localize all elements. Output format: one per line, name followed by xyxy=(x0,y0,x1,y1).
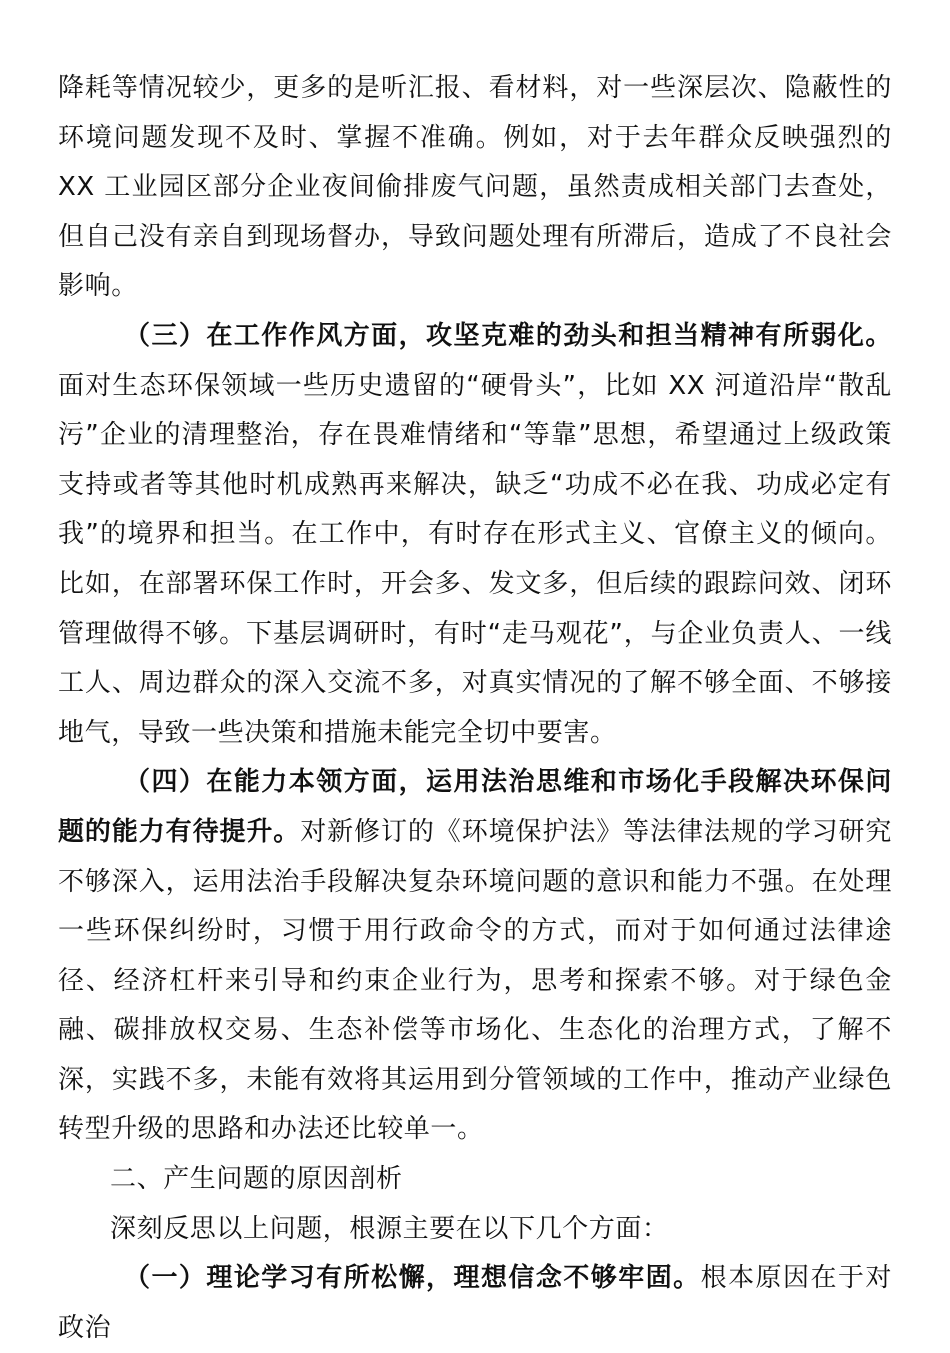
paragraph-text: 深刻反思以上问题，根源主要在以下几个方面： xyxy=(110,1213,669,1244)
paragraph-ability xyxy=(58,758,892,1155)
document-page xyxy=(58,64,892,1353)
paragraph-theory-study xyxy=(58,1254,892,1353)
paragraph-text: 对新修订的《环境保护法》等法律法规的学习研究不够深入，运用法治手段解决复杂环境问题的意识和能力不强。在处理一些环保纠纷时，习惯于用行政命令的方式，而对于如何通过法律途径、经济杠杆来引导和约束企业行为，思考和探索不够。对于绿色金融、碳排放权交易、生态补偿等市场化、生态化的治理方式，了解不深，实践不多，未能有效将其运用到分管领域的工作中，推动产业绿色转型升级的思路和办法还比较单一。 xyxy=(58,816,892,1145)
paragraph-reflection xyxy=(58,1205,892,1255)
chapter-heading-two xyxy=(58,1155,892,1205)
paragraph-text: 降耗等情况较少，更多的是听汇报、看材料，对一些深层次、隐蔽性的环境问题发现不及时、掌握不准确。例如，对于去年群众反映强烈的 XX 工业园区部分企业夜间偷排废气问题，虽然责成相关部门去查处，但自己没有亲自到现场督办，导致问题处理有所滞后，造成了不良社会影响。 xyxy=(58,73,892,302)
section-heading-three: （三）在工作作风方面，攻坚克难的劲头和担当精神有所弱化。 xyxy=(124,320,892,351)
paragraph-text: 根本原因在于对政治 xyxy=(58,1263,892,1343)
section-heading-four: （四）在能力本领方面，运用法治思维和市场化手段解决环保问题的能力有待提升。 xyxy=(58,767,892,847)
paragraph-continuation xyxy=(58,64,892,312)
chapter-heading-text: 二、产生问题的原因剖析 xyxy=(110,1164,403,1195)
paragraph-text: 面对生态环保领域一些历史遗留的“硬骨头”，比如 XX 河道沿岸“散乱污”企业的清理整治，存在畏难情绪和“等靠”思想，希望通过上级政策支持或者等其他时机成熟再来解决，缺乏“功成不必在我、功成必定有我”的境界和担当。在工作中，有时存在形式主义、官僚主义的倾向。比如，在部署环保工作时，开会多、发文多，但后续的跟踪问效、闭环管理做得不够。下基层调研时，有时“走马观花”，与企业负责人、一线工人、周边群众的深入交流不多，对真实情况的了解不够全面、不够接地气，导致一些决策和措施未能完全切中要害。 xyxy=(58,370,892,748)
paragraph-work-style xyxy=(58,312,892,758)
section-heading-one: （一）理论学习有所松懈，理想信念不够牢固。 xyxy=(124,1263,701,1294)
